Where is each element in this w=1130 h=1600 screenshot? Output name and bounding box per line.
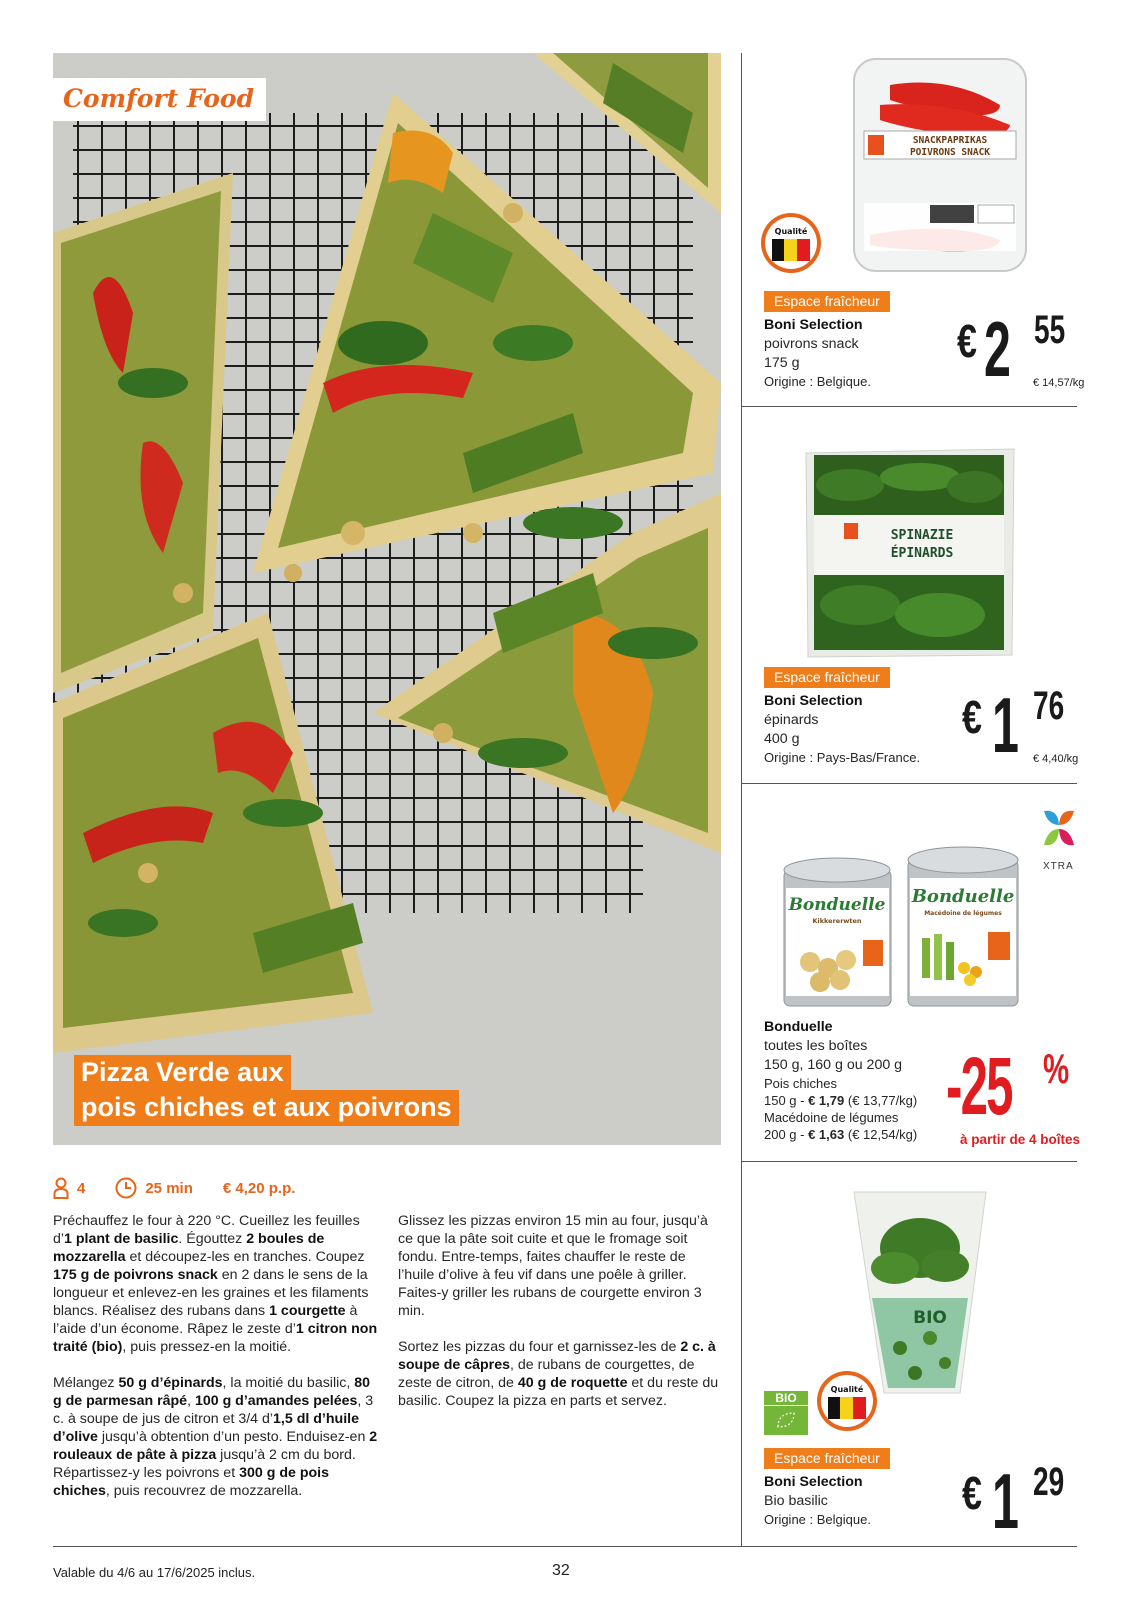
quality-label: Qualité <box>830 1385 864 1394</box>
discount-value: -25 <box>946 1041 1012 1132</box>
recipe-photo <box>53 53 721 1145</box>
product-image-basil-plant <box>850 1188 990 1398</box>
validity-notice: Valable du 4/6 au 17/6/2025 inclus. <box>53 1565 256 1580</box>
can-product: Macédoine de légumes <box>924 910 1002 917</box>
price-integer: 2 <box>984 305 1010 393</box>
variant-name: Pois chiches <box>764 1076 837 1091</box>
can-product: Kikkererwten <box>812 917 862 925</box>
product-brand: Bonduelle <box>764 1019 833 1035</box>
product-brand: Boni Selection <box>764 693 863 709</box>
price-currency: € <box>957 315 977 367</box>
product-info <box>764 692 920 766</box>
product-info <box>764 1018 917 1143</box>
recipe-category-label: Comfort Food <box>53 78 266 121</box>
recipe-title-line-2: pois chiches et aux poivrons <box>74 1090 459 1126</box>
product-weight: 175 g <box>764 355 800 371</box>
price-integer: 1 <box>992 1457 1018 1545</box>
pack-label: ÉPINARDS <box>890 546 954 561</box>
pizza-photo-illustration <box>53 53 721 1145</box>
pizza-slice <box>53 173 233 693</box>
price-decimals: 29 <box>1033 1460 1065 1504</box>
product-name: Bio basilic <box>764 1493 828 1509</box>
variant-price: 200 g - € 1,63 (€ 12,54/kg) <box>764 1127 918 1142</box>
servings-count: 4 <box>77 1179 86 1197</box>
price-decimals: 55 <box>1034 308 1066 352</box>
product-origin: Origine : Pays-Bas/France. <box>764 750 921 765</box>
eu-leaf-icon <box>774 1409 798 1431</box>
product-weight: 150 g, 160 g ou 200 g <box>764 1057 903 1073</box>
product-info <box>764 1473 871 1528</box>
product-name: toutes les boîtes <box>764 1038 868 1054</box>
footer-rule <box>53 1546 1077 1547</box>
product-info <box>764 316 871 390</box>
product-image-spinach <box>800 445 1020 660</box>
fresh-section-badge: Espace fraîcheur <box>764 667 890 688</box>
product-brand: Boni Selection <box>764 317 863 333</box>
product-name: épinards <box>764 712 819 728</box>
recipe-step: Glissez les pizzas environ 15 min au four, jusqu’à ce que la pâte soit cuite et que le fromage soit fondu. Entre-temps, faites chauffer le reste de l’huile d’olive à feu vif dans une poêle à griller. Faites-y griller les rubans de courgette environ 3 min. <box>398 1213 708 1319</box>
prep-time: 25 min <box>145 1179 193 1197</box>
can-brand: Bonduelle <box>788 895 886 915</box>
xtra-logo <box>1040 807 1078 849</box>
product-origin: Origine : Belgique. <box>764 1512 871 1527</box>
pack-label: SPINAZIE <box>890 528 954 543</box>
variant-name: Macédoine de légumes <box>764 1110 899 1125</box>
price-per-person: € 4,20 p.p. <box>222 1179 296 1197</box>
belgian-quality-logo <box>760 212 822 274</box>
recipe-step: Mélangez 50 g d’épinards, la moitié du basilic, 80 g de parmesan râpé, 100 g d’amandes pelées, 3 c. à soupe de jus de citron et 3/4 d’1,5 dl d’huile d’olive jusqu’à obtention d’un pesto. Enduisez-en 2 rouleaux de pâte à pizza jusqu’à 2 cm du bord. Répartissez-y les poivrons et 300 g de pois chiches, puis recouvrez de mozzarella. <box>53 1375 378 1499</box>
recipe-meta <box>53 1177 295 1199</box>
eu-bio-logo <box>764 1391 808 1435</box>
recipe-title-line-1: Pizza Verde aux <box>74 1055 291 1091</box>
product-name: poivrons snack <box>764 336 859 352</box>
product-image-snack-peppers <box>850 55 1030 275</box>
variant-price: 150 g - € 1,79 (€ 13,77/kg) <box>764 1093 918 1108</box>
recipe-steps-column-left <box>53 1212 378 1518</box>
unit-price: € 4,40/kg <box>1033 753 1079 765</box>
product-divider <box>741 783 1077 784</box>
column-divider <box>741 53 742 1546</box>
product-image-can-chickpeas <box>780 850 895 1010</box>
clock-icon <box>115 1177 137 1199</box>
fresh-section-badge: Espace fraîcheur <box>764 1448 890 1469</box>
unit-price: € 14,57/kg <box>1033 377 1085 389</box>
product-image-can-mixed-vegetables <box>904 838 1022 1010</box>
price-currency: € <box>962 1467 982 1519</box>
fresh-section-badge: Espace fraîcheur <box>764 291 890 312</box>
price-decimals: 76 <box>1033 684 1065 728</box>
xtra-label: XTRA <box>1043 861 1074 872</box>
belgian-quality-logo <box>816 1370 878 1432</box>
product-weight: 400 g <box>764 731 800 747</box>
pack-label: BIO <box>913 1308 947 1328</box>
quality-label: Qualité <box>774 227 808 236</box>
product-divider <box>741 406 1077 407</box>
person-icon <box>53 1177 69 1199</box>
pack-label: SNACKPAPRIKAS <box>912 135 988 146</box>
discount-condition: à partir de 4 boîtes <box>960 1132 1081 1147</box>
price-currency: € <box>962 691 982 743</box>
product-brand: Boni Selection <box>764 1474 863 1490</box>
page-number: 32 <box>552 1562 570 1579</box>
can-brand: Bonduelle <box>911 886 1015 907</box>
pack-label: POIVRONS SNACK <box>909 147 991 158</box>
recipe-steps-column-right <box>398 1212 723 1428</box>
product-divider <box>741 1161 1077 1162</box>
discount-percent-sign: % <box>1043 1045 1070 1092</box>
product-origin: Origine : Belgique. <box>764 374 871 389</box>
recipe-step: Sortez les pizzas du four et garnissez-les de 2 c. à soupe de câpres, de rubans de courgettes, de zeste de citron, de 40 g de roquette et du reste du basilic. Coupez la pizza en parts et servez. <box>398 1339 719 1409</box>
price-integer: 1 <box>992 681 1018 769</box>
bio-label: BIO <box>764 1391 808 1406</box>
recipe-step: Préchauffez le four à 220 °C. Cueillez les feuilles d’1 plant de basilic. Égouttez 2 boules de mozzarella et découpez-les en tranches. Coupez 175 g de poivrons snack en 2 dans le sens de la longueur et enlevez-en les graines et les filaments blancs. Réalisez des rubans dans 1 courgette à l’aide d’un économe. Râpez le zeste d’1 citron non traité (bio), puis pressez-en la moitié. <box>53 1213 378 1355</box>
